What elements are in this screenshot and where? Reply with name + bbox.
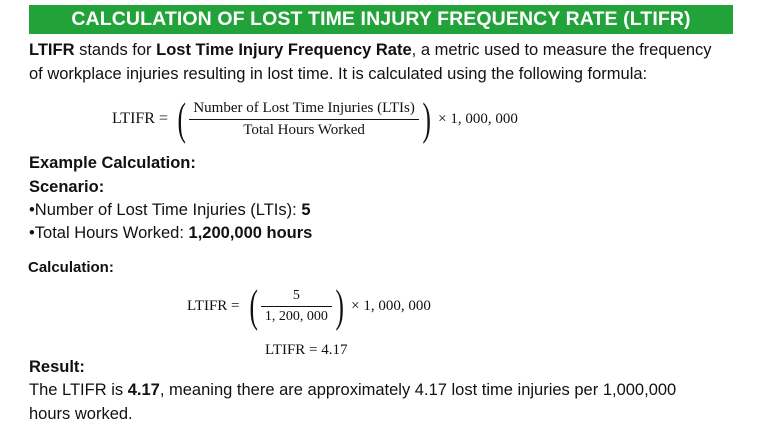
ltifr-formula: [112, 93, 518, 144]
result-text-2: , meaning there are approximately 4.17 lost time injuries per 1,000,000: [159, 381, 677, 399]
calculation-fraction-bar: [261, 306, 332, 307]
result-heading: Result:: [29, 358, 85, 376]
calculation-denominator: 1, 200, 000: [264, 308, 328, 324]
scenario-item-ltis: [29, 198, 311, 222]
result-line-1: [29, 378, 676, 402]
title-banner: [29, 5, 733, 34]
intro-line-2: of workplace injuries resulting in lost time. It is calculated using the following formula:: [29, 65, 648, 83]
intro-term: LTIFR: [29, 41, 75, 59]
result-line-2: hours worked.: [29, 405, 133, 423]
formula-right-paren: ): [422, 93, 431, 144]
formula-left-paren: (: [177, 93, 186, 144]
calculation-multiplier: × 1, 000, 000: [351, 297, 431, 314]
intro-text-1: stands for: [74, 41, 157, 59]
intro-text-2: , a metric used to measure the frequency: [411, 41, 712, 59]
scenario-item-hours: [29, 221, 312, 245]
title-text: CALCULATION OF LOST TIME INJURY FREQUENCY RATE (LTIFR): [71, 8, 691, 30]
formula-fraction: [189, 100, 419, 139]
intro-term-full: Lost Time Injury Frequency Rate: [156, 41, 412, 59]
formula-numerator: Number of Lost Time Injuries (LTIs): [193, 99, 415, 116]
calculation-heading: Calculation:: [28, 259, 114, 276]
formula-denominator: Total Hours Worked: [243, 121, 365, 138]
calculation-left-paren: (: [248, 280, 258, 331]
calculation-lhs: LTIFR =: [187, 297, 240, 314]
scenario-item-hours-value: 1,200,000 hours: [188, 224, 313, 242]
scenario-item-ltis-value: 5: [301, 201, 311, 219]
intro-line-1: [29, 38, 712, 62]
example-heading: Example Calculation:: [29, 154, 196, 172]
formula-lhs: LTIFR =: [112, 110, 168, 127]
scenario-item-hours-label: •Total Hours Worked:: [29, 224, 189, 242]
formula-fraction-bar: [189, 119, 419, 120]
calculation-numerator: 5: [292, 287, 300, 303]
scenario-label: Scenario:: [29, 178, 105, 196]
calculation-right-paren: ): [335, 280, 344, 331]
formula-multiplier: × 1, 000, 000: [438, 110, 518, 127]
calculation-formula: [187, 280, 431, 331]
result-value: 4.17: [127, 381, 160, 399]
calculation-fraction: [261, 288, 332, 325]
scenario-item-ltis-label: •Number of Lost Time Injuries (LTIs):: [29, 201, 302, 219]
calculation-result-equation: LTIFR = 4.17: [265, 342, 348, 358]
result-text-1: The LTIFR is: [29, 381, 128, 399]
